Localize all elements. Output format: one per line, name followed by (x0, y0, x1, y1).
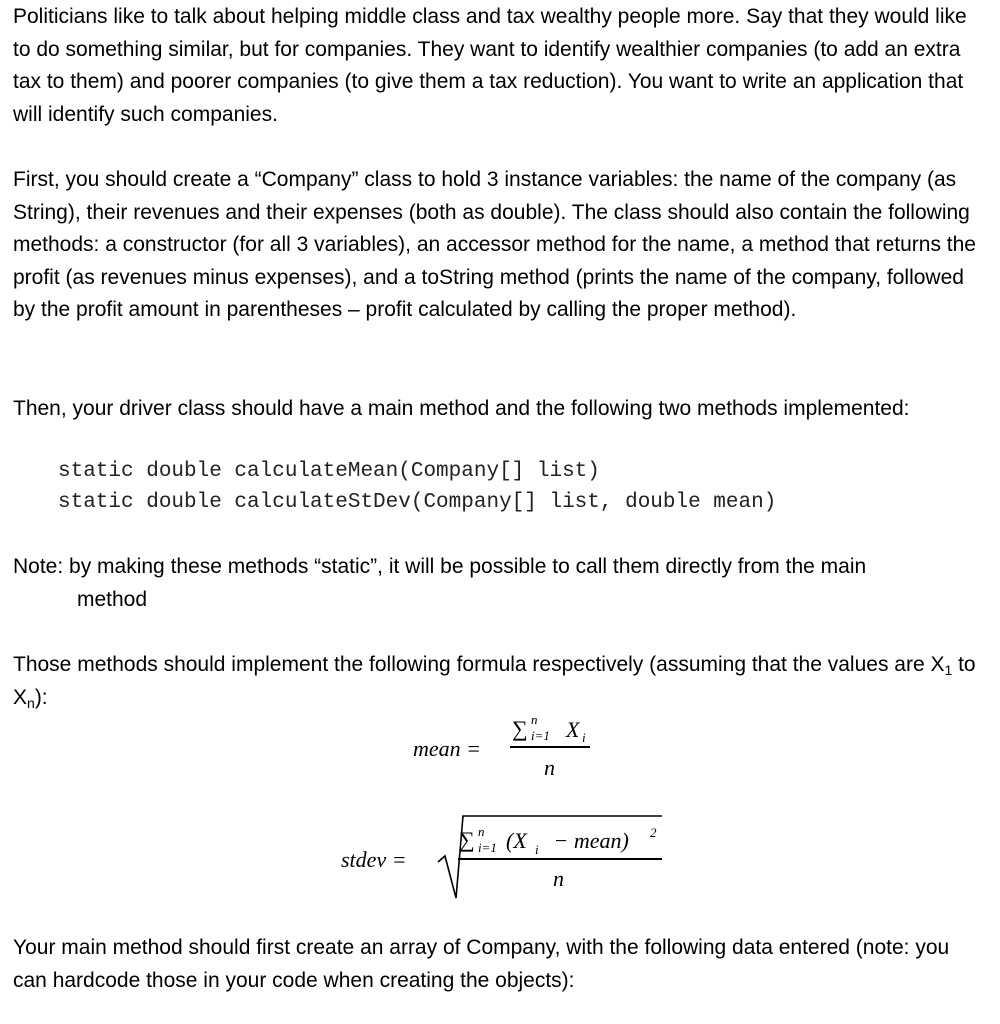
mean-fraction-bar (510, 746, 590, 748)
mean-lhs: mean = (413, 736, 481, 761)
formula-intro-sub1: 1 (944, 662, 953, 678)
formula-intro-subn: n (27, 694, 35, 711)
static-note-line1: Note: by making these methods “static”, it will be possible to call them directly from the main (13, 555, 867, 578)
driver-class-paragraph: Then, your driver class should have a main method and the following two methods implemented: (13, 397, 910, 420)
formula-intro-end: ): (34, 685, 48, 709)
stdev-sup: 2 (650, 825, 657, 840)
stdev-term-rest: − mean) (548, 828, 629, 853)
company-class-paragraph: First, you should create a “Company” class to hold 3 instance variables: the name of the company (as String), their revenues and their expenses (both as double). The class should also contain the following methods: a constructor (for all 3 variables), an accessor method for the name, a method that returns the profit (as revenues minus expenses), and a toString method (prints the name of the company, followed by the profit amount in parentheses – profit calculated by calling the proper method). (13, 168, 976, 322)
stdev-sum-lower: i=1 (478, 840, 497, 855)
formula-intro-start: Those methods should implement the following formula respectively (assuming that the values are X (13, 653, 945, 676)
static-note-line2: method (77, 587, 148, 611)
sqrt-radical (436, 810, 666, 902)
static-note (13, 551, 988, 616)
stdev-fraction-bar (458, 858, 662, 860)
mean-denominator: n (544, 755, 555, 780)
stdev-term: (X (506, 828, 527, 853)
main-method-paragraph: Your main method should first create an array of Company, with the following data entered (note: you can hardcode those in your code when creating the objects): (13, 936, 950, 992)
formula-intro-paragraph (13, 649, 988, 714)
mean-sum-lower: i=1 (531, 728, 550, 743)
mean-sigma: ∑ (512, 716, 528, 741)
stdev-denominator: n (553, 866, 564, 891)
code-calculate-mean: static double calculateMean(Company[] list) (58, 460, 600, 483)
code-calculate-stdev: static double calculateStDev(Company[] list, double mean) (58, 491, 777, 514)
mean-sum-upper: n (531, 712, 538, 727)
mean-term: X (566, 717, 580, 742)
formula-intro-mid: to X (13, 653, 976, 709)
intro-paragraph: Politicians like to talk about helping middle class and tax wealthy people more. Say that they would like to do something similar, but for companies. They want to identify wealthier companies (to add an extra tax to them) and poorer companies (to give them a tax reduction). You want to write an application that will identify such companies. (13, 5, 967, 126)
mean-term-sub: i (582, 730, 586, 745)
stdev-sigma: ∑ (459, 827, 475, 852)
stdev-term-sub: i (535, 842, 539, 857)
stdev-lhs: stdev = (341, 847, 407, 872)
stdev-sum-upper: n (478, 824, 485, 839)
